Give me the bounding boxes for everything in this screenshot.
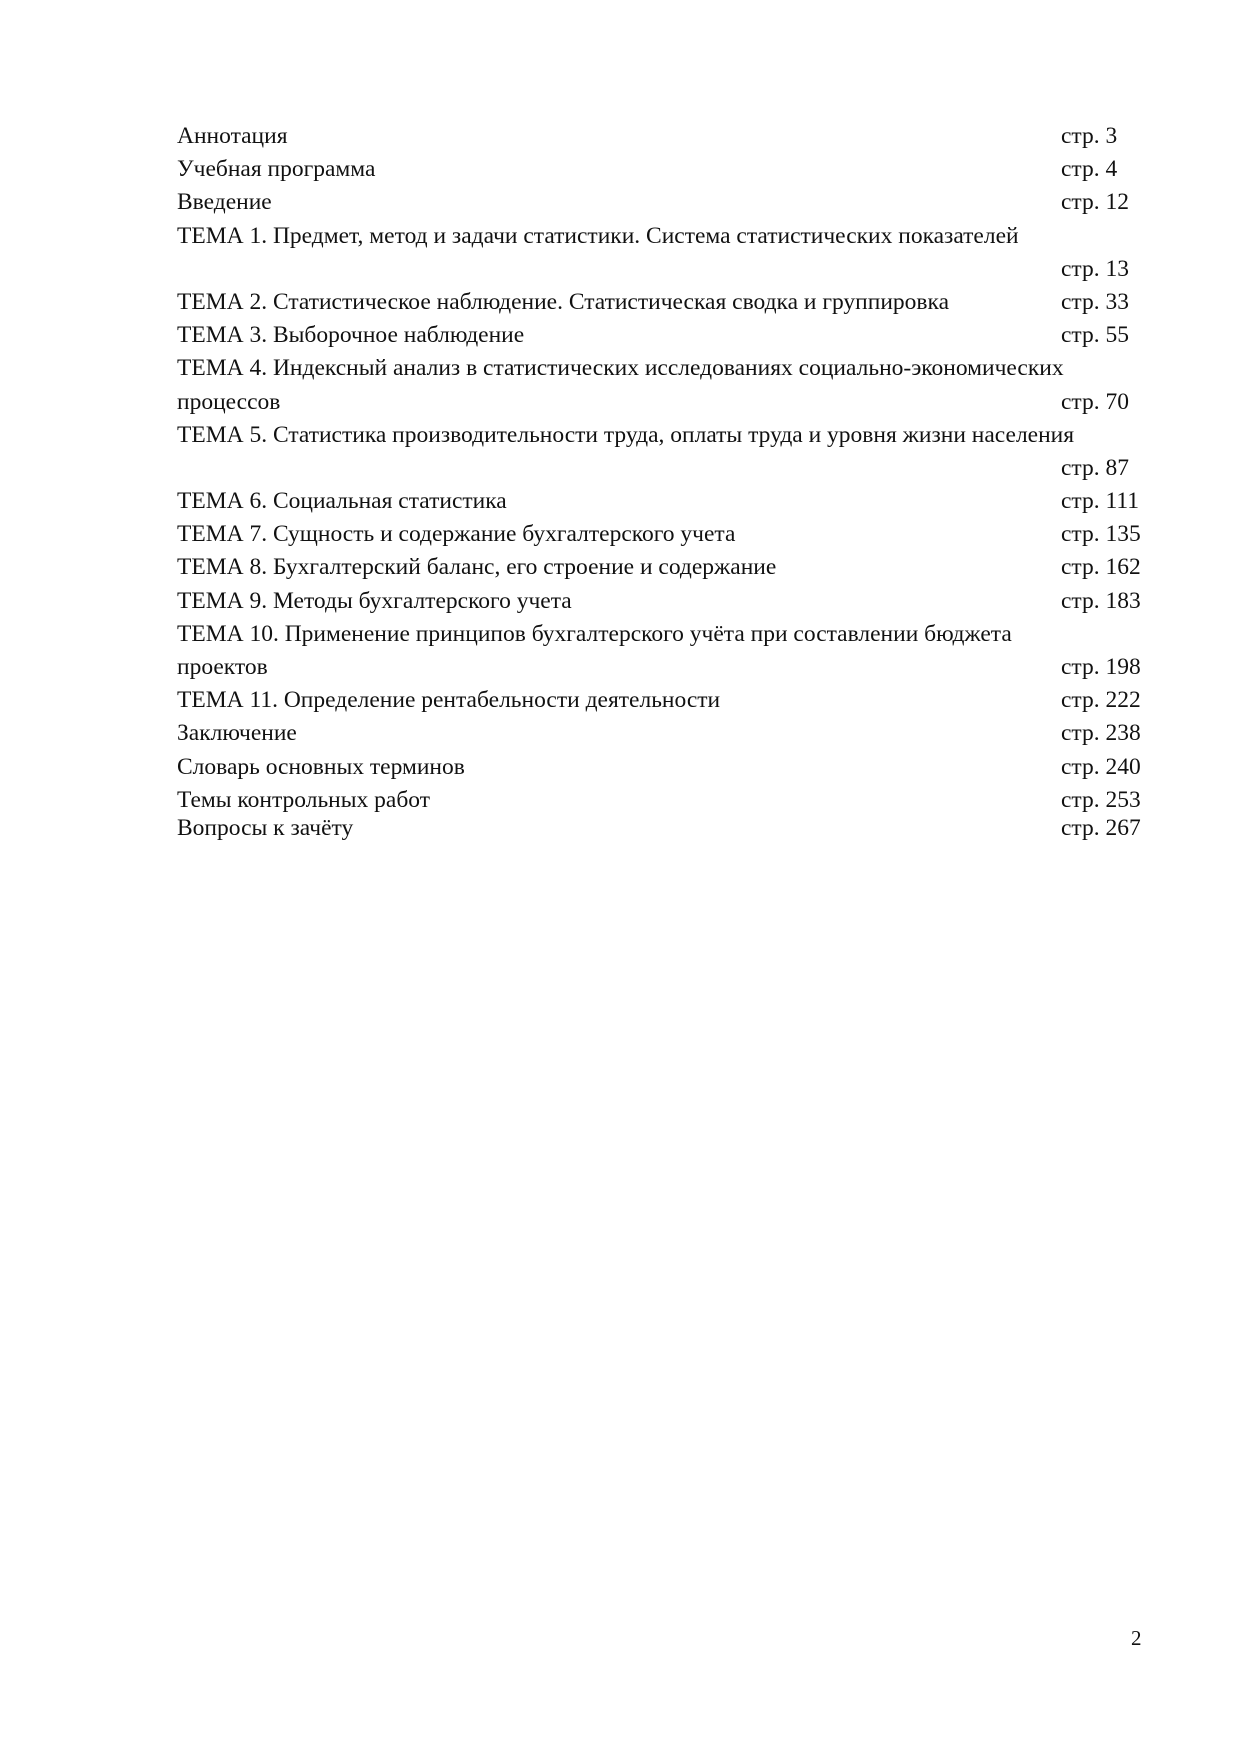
toc-entry-questions [177, 812, 1177, 845]
toc-entry-program [177, 153, 1177, 186]
toc-entry-title: ТЕМА 5. Статистика производительности труда, оплаты труда и уровня жизни населения [177, 421, 1075, 448]
toc-entry-page: стр. 55 [1061, 322, 1129, 349]
toc-entry-topic-4-cont [177, 386, 1177, 419]
toc-entry-glossary [177, 751, 1177, 784]
toc-entry-title: Словарь основных терминов [177, 753, 465, 780]
toc-entry-topic-2 [177, 286, 1177, 319]
toc-entry-title: ТЕМА 1. Предмет, метод и задачи статистики. Система статистических показателей [177, 222, 1019, 249]
toc-entry-topic-7 [177, 518, 1177, 551]
table-of-contents [177, 120, 1177, 845]
toc-entry-page: стр. 135 [1061, 521, 1141, 548]
toc-entry-topic-10-cont [177, 651, 1177, 684]
toc-entry-title: Учебная программа [177, 156, 376, 183]
toc-entry-topic-10 [177, 618, 1177, 651]
toc-entry-topic-6 [177, 485, 1177, 518]
toc-entry-page: стр. 222 [1061, 687, 1141, 714]
toc-entry-topic-5 [177, 419, 1177, 452]
toc-entry-title: ТЕМА 11. Определение рентабельности деятельности [177, 687, 721, 714]
toc-entry-page: стр. 183 [1061, 587, 1141, 614]
toc-entry-conclusion [177, 717, 1177, 750]
toc-entry-page: стр. 253 [1061, 786, 1141, 813]
toc-entry-page: стр. 70 [1061, 388, 1129, 415]
toc-entry-title-continuation: процессов [177, 388, 281, 415]
toc-entry-page: стр. 240 [1061, 753, 1141, 780]
page-number: 2 [1131, 1626, 1142, 1650]
toc-entry-annotation [177, 120, 1177, 153]
toc-entry-topic-1 [177, 220, 1177, 253]
toc-entry-topic-5-page-line [177, 452, 1177, 485]
toc-entry-title: Аннотация [177, 123, 288, 149]
toc-entry-page: стр. 12 [1061, 189, 1129, 216]
toc-entry-title: ТЕМА 7. Сущность и содержание бухгалтерского учета [177, 521, 736, 548]
toc-entry-topic-3 [177, 319, 1177, 352]
toc-entry-title: Вопросы к зачёту [177, 814, 354, 841]
toc-entry-topic-9 [177, 585, 1177, 618]
toc-entry-page: стр. 198 [1061, 654, 1141, 680]
toc-entry-title: Заключение [177, 720, 297, 747]
toc-entry-title: Введение [177, 189, 272, 216]
toc-entry-page: стр. 87 [1061, 454, 1129, 481]
toc-entry-topic-1-page-line [177, 253, 1177, 286]
toc-entry-topic-4 [177, 352, 1177, 385]
toc-entry-title: ТЕМА 4. Индексный анализ в статистических исследованиях социально-экономических [177, 355, 1064, 382]
toc-entry-title: ТЕМА 3. Выборочное наблюдение [177, 322, 525, 349]
toc-entry-title: ТЕМА 2. Статистическое наблюдение. Статистическая сводка и группировка [177, 288, 950, 315]
toc-entry-page: стр. 3 [1061, 123, 1118, 149]
toc-entry-page: стр. 111 [1061, 488, 1139, 515]
toc-entry-title-continuation: проектов [177, 654, 268, 680]
toc-entry-title: ТЕМА 6. Социальная статистика [177, 488, 507, 515]
toc-entry-title: ТЕМА 10. Применение принципов бухгалтерского учёта при составлении бюджета [177, 620, 1012, 647]
toc-entry-topic-11 [177, 684, 1177, 717]
toc-entry-page: стр. 162 [1061, 554, 1141, 581]
toc-entry-page: стр. 33 [1061, 288, 1129, 315]
toc-entry-topic-8 [177, 551, 1177, 584]
toc-entry-page: стр. 267 [1061, 814, 1141, 841]
toc-entry-page: стр. 13 [1061, 255, 1129, 282]
toc-entry-title: ТЕМА 9. Методы бухгалтерского учета [177, 587, 572, 614]
toc-entry-title: Темы контрольных работ [177, 786, 431, 813]
toc-entry-title: ТЕМА 8. Бухгалтерский баланс, его строение и содержание [177, 554, 777, 581]
toc-entry-intro [177, 186, 1177, 219]
toc-entry-page: стр. 238 [1061, 720, 1141, 747]
toc-entry-page: стр. 4 [1061, 156, 1118, 183]
toc-entry-tests [177, 784, 1177, 812]
